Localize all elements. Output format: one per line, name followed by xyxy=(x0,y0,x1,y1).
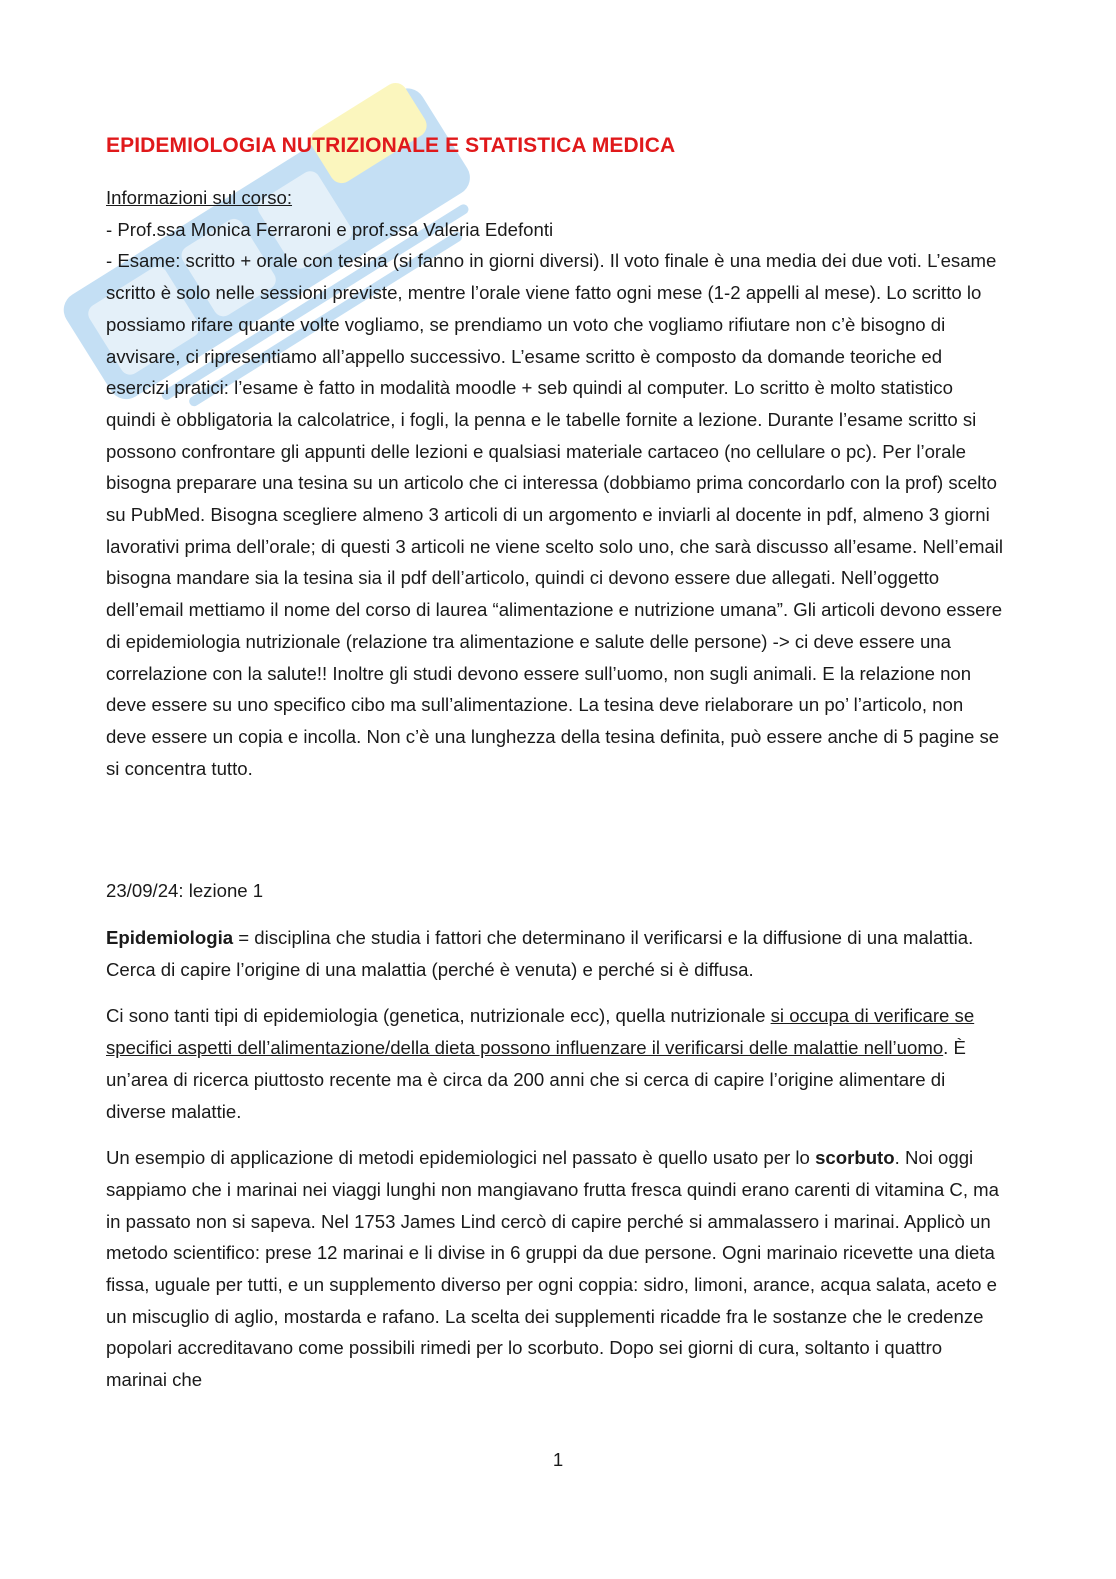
p3-text-before: Un esempio di applicazione di metodi epidemiologici nel passato è quello usato per lo xyxy=(106,1147,816,1169)
scurvy-paragraph xyxy=(106,1142,1006,1396)
page-number: 1 xyxy=(552,1449,564,1470)
p2-underlined-text: si occupa di verificare se specifici aspetti dell’alimentazione/della dieta possono influenzare il verificarsi delle malattie nell’uomo xyxy=(106,1005,975,1059)
definition-term: Epidemiologia xyxy=(106,927,234,948)
p3-bold-term: scorbuto xyxy=(815,1147,895,1169)
document-title: EPIDEMIOLOGIA NUTRIZIONALE E STATISTICA MEDICA xyxy=(106,134,676,157)
lesson-body xyxy=(106,922,1006,1411)
nutritional-epidemiology-paragraph xyxy=(106,1000,1006,1127)
exam-paragraph: - Esame: scritto + orale con tesina (si fanno in giorni diversi). Il voto finale è una media dei due voti. L’esame scritto è solo nelle sessioni previste, mentre l’orale viene fatto ogni mese (1-2 appelli al mese). Lo scritto lo possiamo rifare quante volte vogliamo, se prendiamo un voto che vogliamo rifiutare non c’è bisogno di avvisare, ci ripresentiamo all’appello successivo. L’esame scritto è composto da domande teoriche ed esercizi pratici: l’esame è fatto in modalità moodle + seb quindi al computer. Lo scritto è molto statistico quindi è obbligatoria la calcolatrice, i fogli, la penna e le tabelle fornite a lezione. Durante l’esame scritto si possono confrontare gli appunti delle lezioni e qualsiasi materiale cartaceo (no cellulare o pc). Per l’orale bisogna preparare una tesina su un articolo che ci interessa (dobbiamo prima concordarlo con la prof) scelto su PubMed. Bisogna scegliere almeno 3 articoli di un argomento e inviarli al docente in pdf, almeno 3 giorni lavorativi prima dell’orale; di questi 3 articoli ne viene scelto solo uno, che sarà discusso all’esame. Nell’email bisogna mandare sia la tesina sia il pdf dell’articolo, quindi ci devono essere due allegati. Nell’oggetto dell’email mettiamo il nome del corso di laurea “alimentazione e nutrizione umana”. Gli articoli devono essere di epidemiologia nutrizionale (relazione tra alimentazione e salute delle persone) -> ci deve essere una correlazione con la salute!! Inoltre gli studi devono essere sull’uomo, non sugli animali. E la relazione non deve essere su uno specifico cibo ma sull’alimentazione. La tesina deve rielaborare un po’ l’articolo, non deve essere un copia e incolla. Non c’è una lunghezza della tesina definita, può essere anche di 5 pagine se si concentra tutto. xyxy=(106,250,1004,779)
definition-text: = disciplina che studia i fattori che determinano il verificarsi e la diffusione di una malattia. Cerca di capire l’origine di una malattia (perché è venuta) e perché si è diffusa. xyxy=(106,927,974,980)
p2-text-before: Ci sono tanti tipi di epidemiologia (genetica, nutrizionale ecc), quella nutrizionale xyxy=(106,1005,771,1027)
course-info-heading: Informazioni sul corso: xyxy=(106,187,293,208)
course-info-section xyxy=(106,182,1006,784)
p2-text-after: . È un’area di ricerca piuttosto recente ma è circa da 200 anni che si cerca di capire l’origine alimentare di diverse malattie. xyxy=(106,1037,966,1122)
lesson-date-line: 23/09/24: lezione 1 xyxy=(106,880,264,901)
professors-line: - Prof.ssa Monica Ferraroni e prof.ssa Valeria Edefonti xyxy=(106,218,554,240)
p3-text-after: . Noi oggi sappiamo che i marinai nei viaggi lunghi non mangiavano frutta fresca quindi erano carenti di vitamina C, ma in passato non si sapeva. Nel 1753 James Lind cercò di capire perché si ammalassero i marinai. Applicò un metodo scientifico: prese 12 marinai e li divise in 6 gruppi da due persone. Ogni marinaio ricevette una dieta fissa, uguale per tutti, e un supplemento diverso per ogni coppia: sidro, limoni, arance, acqua salata, aceto e un miscuglio di aglio, mostarda e rafano. La scelta dei supplementi ricadde fra le sostanze che le credenze popolari accreditavano come possibili rimedi per lo scorbuto. Dopo sei giorni di cura, soltanto i quattro marinai che xyxy=(106,1147,999,1391)
definition-paragraph xyxy=(106,922,1006,985)
